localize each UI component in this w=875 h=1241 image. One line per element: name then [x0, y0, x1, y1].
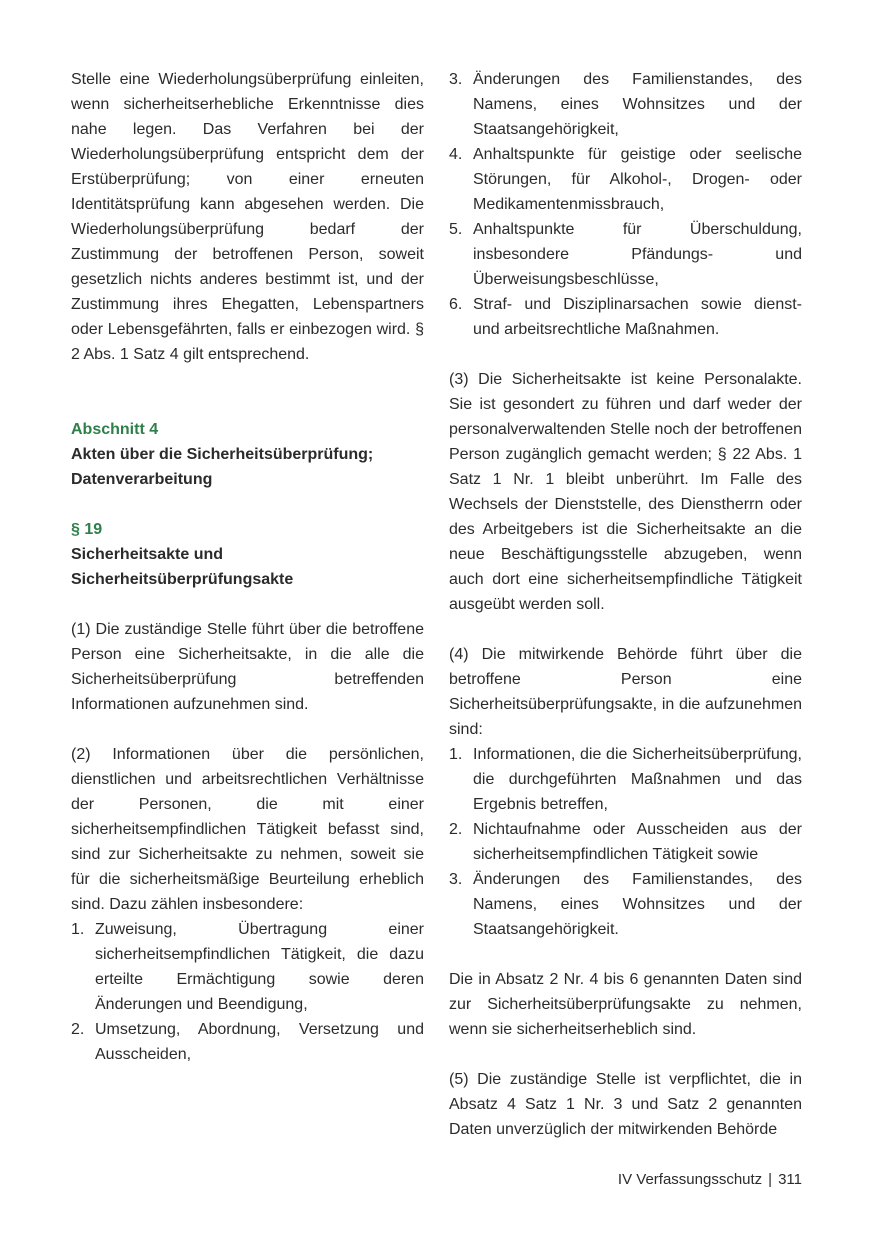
paragraph-title: Sicherheitsakte und Sicherheitsüberprüfungsakte [71, 546, 294, 588]
list-item: 1. Zuweisung, Übertragung einer sicherheitsempfindlichen Tätigkeit, die dazu erteilte Ermächtigung sowie deren Änderungen und Beendigung, [71, 921, 424, 1013]
section-label: Abschnitt 4 [71, 421, 159, 438]
paragraph-4-note: Die in Absatz 2 Nr. 4 bis 6 genannten Daten sind zur Sicherheitsüberprüfungsakte zu nehmen, wenn sie sicherheitserheblich sind. [449, 971, 802, 1038]
paragraph-4: (4) Die mitwirkende Behörde führt über die betroffene Person eine Sicherheitsüberprüfungsakte, in die aufzunehmen sind: [449, 646, 802, 738]
list-item: 3. Änderungen des Familienstandes, des Namens, eines Wohnsitzes und der Staatsangehörigkeit. [449, 871, 802, 938]
footer-separator: | [768, 1171, 773, 1188]
list-item: 3. Änderungen des Familienstandes, des Namens, eines Wohnsitzes und der Staatsangehörigkeit, [449, 71, 802, 138]
left-column [71, 67, 424, 1067]
page-footer [618, 1169, 802, 1191]
paragraph-3: (3) Die Sicherheitsakte ist keine Personalakte. Sie ist gesondert zu führen und darf weder der personalverwaltenden Stelle noch der betroffenen Person zugänglich gemacht werden; § 22 Abs. 1 Satz 1 Nr. 1 bleibt unberührt. Im Falle des Wechsels der Dienststelle, des Dienstherrn oder des Arbeitgebers ist die Sicherheitsakte an die neue Beschäftigungsstelle abzugeben, wenn auch dort eine sicherheitsempfindliche Tätigkeit ausgeübt werden soll. [449, 371, 802, 613]
list-item: 2. Umsetzung, Abordnung, Versetzung und Ausscheiden, [71, 1021, 424, 1063]
page-number: 311 [778, 1171, 802, 1188]
list-item: 5. Anhaltspunkte für Überschuldung, insbesondere Pfändungs- und Überweisungsbeschlüsse, [449, 221, 802, 288]
right-column [449, 67, 802, 1142]
paragraph-1: (1) Die zuständige Stelle führt über die betroffene Person eine Sicherheitsakte, in die alle die Sicherheitsüberprüfung betreffenden Informationen aufzunehmen sind. [71, 621, 424, 713]
paragraph-intro: Stelle eine Wiederholungsüberprüfung einleiten, wenn sicherheitserhebliche Erkenntnisse dies nahe legen. Das Verfahren bei der Wiederholungsüberprüfung entspricht dem der Erstüberprüfung; von einer erneuten Identitätsprüfung kann abgesehen werden. Die Wiederholungsüberprüfung bedarf der Zustimmung der betroffenen Person, soweit gesetzlich nichts anderes bestimmt ist, und der Zustimmung ihres Ehegatten, Lebenspartners oder Lebensgefährten, falls er einbezogen wird. § 2 Abs. 1 Satz 4 gilt entsprechend. [71, 71, 424, 363]
paragraph-label: § 19 [71, 521, 103, 538]
list-item: 6. Straf- und Disziplinarsachen sowie dienst- und arbeitsrechtliche Maßnahmen. [449, 296, 802, 338]
list-item: 1. Informationen, die die Sicherheitsüberprüfung, die durchgeführten Maßnahmen und das Ergebnis betreffen, [449, 746, 802, 813]
list-right-a [449, 67, 802, 342]
section-title: Akten über die Sicherheitsüberprüfung; Datenverarbeitung [71, 446, 374, 488]
paragraph-2: (2) Informationen über die persönlichen, dienstlichen und arbeitsrechtlichen Verhältnisse der Personen, die mit einer sicherheitsempfindlichen Tätigkeit befasst sind, sind zur Sicherheitsakte zu nehmen, soweit sie für die sicherheitsmäßige Beurteilung erheblich sind. Dazu zählen insbesondere: [71, 746, 424, 913]
list-left [71, 917, 424, 1067]
paragraph-5: (5) Die zuständige Stelle ist verpflichtet, die in Absatz 4 Satz 1 Nr. 3 und Satz 2 genannten Daten unverzüglich der mitwirkenden Behörde [449, 1071, 802, 1138]
chapter-title: IV Verfassungsschutz [617, 1171, 763, 1188]
list-item: 2. Nichtaufnahme oder Ausscheiden aus der sicherheitsempfindlichen Tätigkeit sowie [449, 821, 802, 863]
list-right-b [449, 742, 802, 942]
list-item: 4. Anhaltspunkte für geistige oder seelische Störungen, für Alkohol-, Drogen- oder Medikamentenmissbrauch, [449, 146, 802, 213]
